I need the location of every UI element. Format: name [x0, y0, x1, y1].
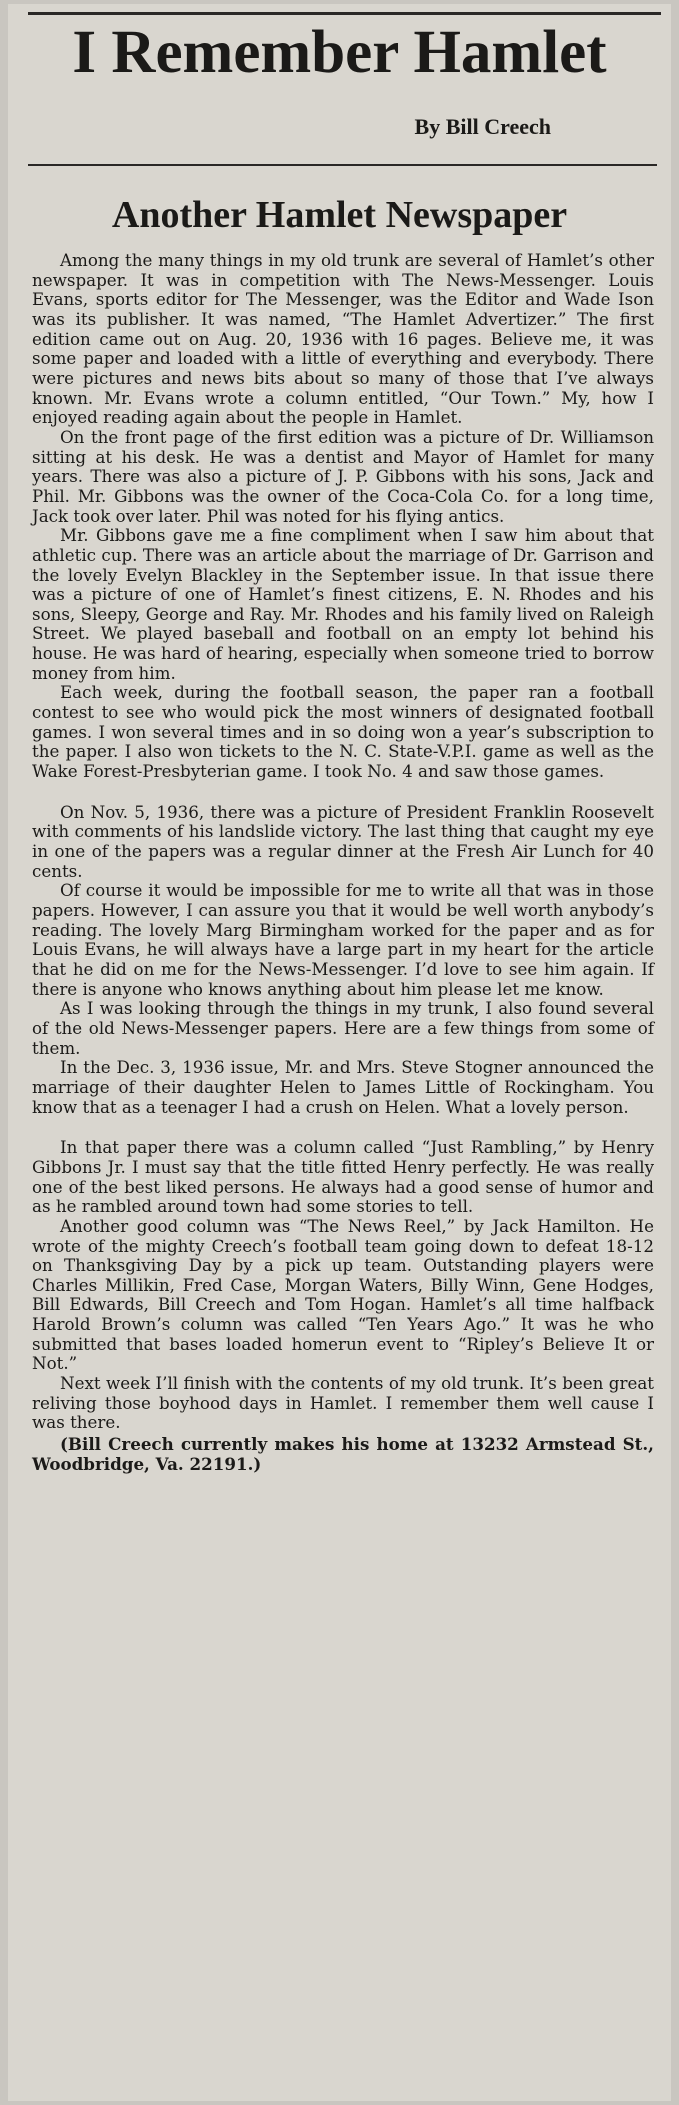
article-body	[32, 251, 654, 1474]
top-rule	[28, 12, 661, 15]
article-paragraph: Among the many things in my old trunk are several of Hamlet’s other newspaper. It was in competition with The News-Messenger. Louis Evans, sports editor for The Messenger, was the Editor and Wade Ison was its publisher. It was named, “The Hamlet Advertizer.” The first edition came out on Aug. 20, 1936 with 16 pages. Believe me, it was some paper and loaded with a little of everything and everybody. There were pictures and news bits about so many of those that I’ve always known. Mr. Evans wrote a column entitled, “Our Town.” My, how I enjoyed reading again about the people in Hamlet.	[32, 250, 654, 428]
newspaper-clipping	[8, 4, 671, 2101]
article-paragraph: Next week I’ll finish with the contents of my old trunk. It’s been great reliving those boyhood days in Hamlet. I remember them well cause I was there.	[32, 1373, 654, 1433]
article-paragraph: In the Dec. 3, 1936 issue, Mr. and Mrs. Steve Stogner announced the marriage of their daughter Helen to James Little of Rockingham. You know that as a teenager I had a crush on Helen. What a lovely person.	[32, 1057, 654, 1117]
article-headline: Another Hamlet Newspaper	[111, 194, 568, 236]
article-paragraph: On Nov. 5, 1936, there was a picture of President Franklin Roosevelt with comments of his landslide victory. The last thing that caught my eye in one of the papers was a regular dinner at the Fresh Air Lunch for 40 cents.	[32, 801, 654, 881]
article-paragraph: In that paper there was a column called “Just Rambling,” by Henry Gibbons Jr. I must say that the title fitted Henry perfectly. He was really one of the best liked persons. He always had a good sense of humor and as he rambled around town had some stories to tell.	[32, 1137, 654, 1217]
byline: By Bill Creech	[414, 114, 551, 139]
divider-rule	[28, 164, 657, 166]
column-title: I Remember Hamlet	[72, 19, 607, 86]
article-paragraph: As I was looking through the things in my trunk, I also found several of the old News-Messenger papers. Here are a few things from some of them.	[32, 998, 654, 1058]
article-paragraph: Of course it would be impossible for me to write all that was in those papers. However, I can assure you that it would be well worth anybody’s reading. The lovely Marg Birmingham worked for the paper and as for Louis Evans, he will always have a large part in my heart for the article that he did on me for the News-Messenger. I’d love to see him again. If there is anyone who knows anything about him please let me know.	[32, 880, 654, 999]
article-paragraph: Mr. Gibbons gave me a fine compliment when I saw him about that athletic cup. There was an article about the marriage of Dr. Garrison and the lovely Evelyn Blackley in the September issue. In that issue there was a picture of one of Hamlet’s finest citizens, E. N. Rhodes and his sons, Sleepy, George and Ray. Mr. Rhodes and his family lived on Raleigh Street. We played baseball and football on an empty lot behind his house. He was hard of hearing, especially when someone tried to borrow money from him.	[32, 525, 654, 683]
author-note: (Bill Creech currently makes his home at 13232 Armstead St., Woodbridge, Va. 22191.)	[32, 1434, 654, 1474]
article-paragraph: On the front page of the first edition was a picture of Dr. Williamson sitting at his desk. He was a dentist and Mayor of Hamlet for many years. There was also a picture of J. P. Gibbons with his sons, Jack and Phil. Mr. Gibbons was the owner of the Coca-Cola Co. for a long time, Jack took over later. Phil was noted for his flying antics.	[32, 426, 654, 526]
article-paragraph: Another good column was “The News Reel,” by Jack Hamilton. He wrote of the mighty Creech’s football team going down to defeat 18-12 on Thanksgiving Day by a pick up team. Outstanding players were Charles Millikin, Fred Case, Morgan Waters, Billy Winn, Gene Hodges, Bill Edwards, Bill Creech and Tom Hogan. Hamlet’s all time halfback Harold Brown’s column was called “Ten Years Ago.” It was he who submitted that bases loaded homerun event to “Ripley’s Believe It or Not.”	[32, 1215, 654, 1374]
article-paragraph: Each week, during the football season, the paper ran a football contest to see who would pick the most winners of designated football games. I won several times and in so doing won a year’s subscription to the paper. I also won tickets to the N. C. State-V.P.I. game as well as the Wake Forest-Presbyterian game. I took No. 4 and saw those games.	[32, 682, 654, 782]
